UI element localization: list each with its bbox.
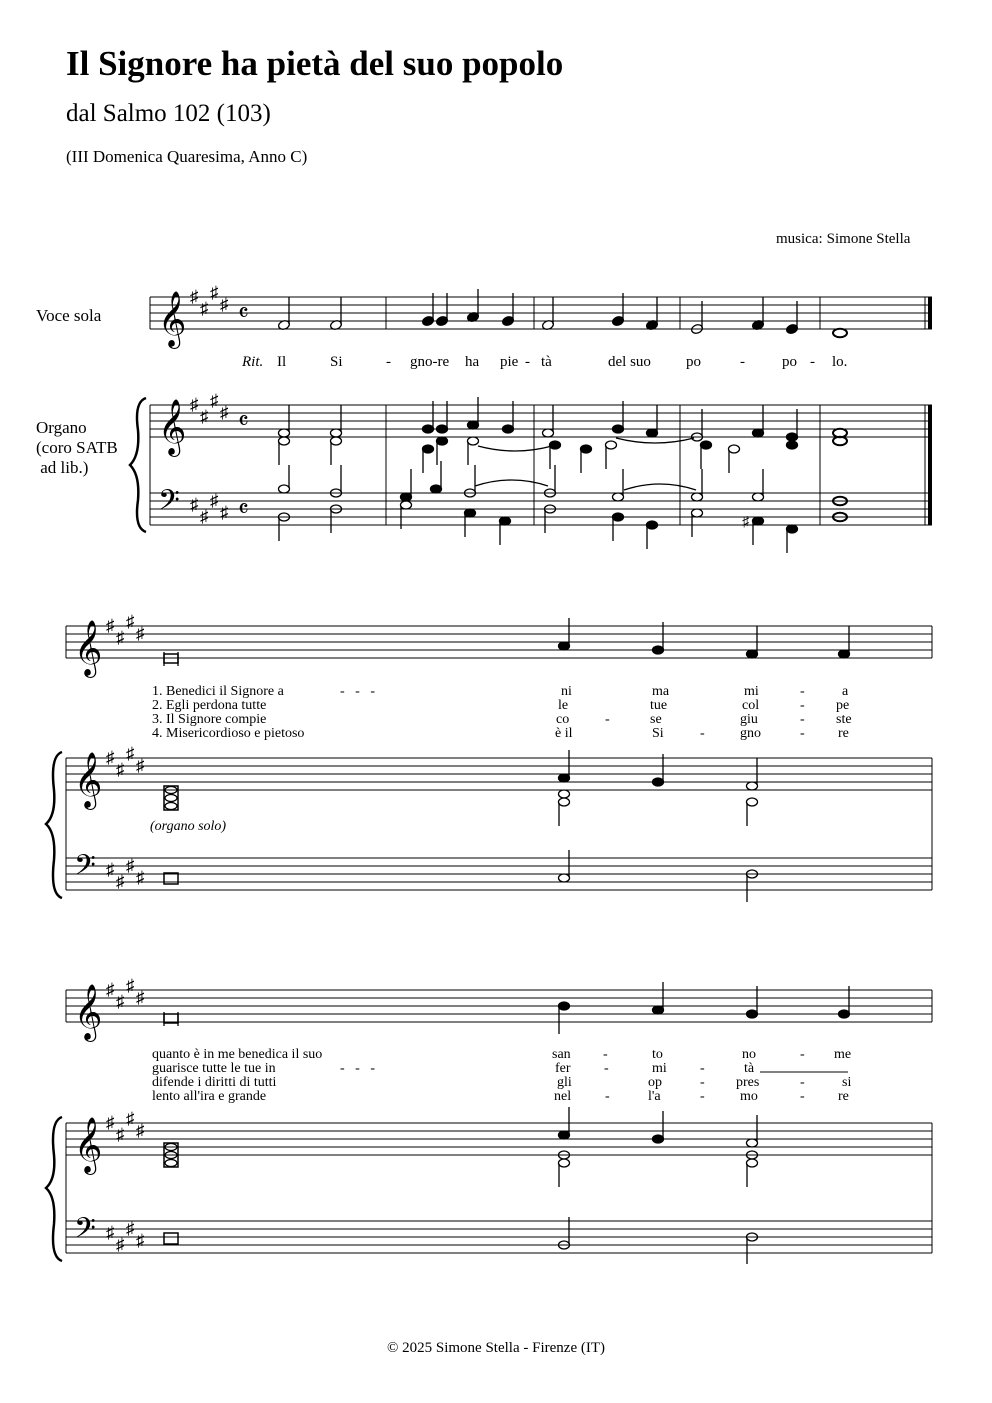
bass-clef-icon: 𝄢 (74, 851, 96, 888)
lyric-syllable: - (525, 354, 530, 370)
lyric-syllable: - (700, 1089, 705, 1104)
final-barline (928, 297, 932, 329)
lyric-syllable: - (605, 712, 610, 727)
svg-text:♯: ♯ (190, 395, 199, 414)
svg-text:♯: ♯ (200, 299, 209, 318)
lyric-syllable: - (800, 1047, 805, 1062)
organ-brace (46, 752, 62, 898)
copyright-footer: © 2025 Simone Stella - Firenze (IT) (386, 1340, 605, 1356)
lyric-syllable: gli (557, 1075, 572, 1090)
svg-text:♯: ♯ (106, 1223, 115, 1242)
svg-text:♯: ♯ (126, 856, 135, 875)
verse-lead: 4. Misericordioso e pietoso (152, 726, 305, 741)
lyric-syllable: se (650, 712, 662, 727)
svg-text:♯: ♯ (126, 1109, 135, 1128)
svg-text:♯: ♯ (116, 992, 125, 1011)
lyric-syllable: mi (652, 1061, 667, 1076)
piece-subtitle: dal Salmo 102 (103) (66, 100, 271, 127)
instrument-label-voice: Voce sola (36, 306, 102, 325)
lyric-syllable: - (800, 1075, 805, 1090)
lyric-syllable: - (604, 1061, 609, 1076)
system-3 (46, 990, 932, 1261)
lyric-syllable: pie (500, 354, 519, 370)
lyric-syllable: ni (561, 684, 572, 699)
svg-text:♯: ♯ (136, 756, 145, 775)
final-barline-organ (928, 405, 932, 525)
svg-text:♯: ♯ (136, 624, 145, 643)
lyric-syllable: è il (555, 726, 573, 741)
svg-text:♯: ♯ (190, 495, 199, 514)
lyric-syllable: mo (740, 1089, 758, 1104)
lyric-syllable: gno-re (410, 354, 450, 370)
lyric-syllable: pres (736, 1075, 760, 1090)
lyric-syllable: - (740, 354, 745, 370)
time-signatures (238, 301, 249, 523)
organ-rh-staff (150, 405, 932, 437)
lyric-syllable: to (652, 1047, 663, 1062)
svg-text:♯: ♯ (210, 283, 219, 302)
lyric-syllable: l'a (648, 1089, 661, 1104)
treble-clef-icon: 𝄞 (158, 401, 187, 454)
verse-lead: lento all'ira e grande (152, 1089, 267, 1104)
svg-text:♯: ♯ (116, 1235, 125, 1254)
svg-text:♯: ♯ (210, 391, 219, 410)
svg-text:♯: ♯ (116, 872, 125, 891)
lyric-syllable: tà (744, 1061, 755, 1076)
lyric-syllable: Si (330, 354, 343, 370)
lyric-syllable: nel (554, 1089, 572, 1104)
lyric-syllable: - (810, 354, 815, 370)
verse-lead: quanto è in me benedica il suo (152, 1047, 323, 1062)
verse-lyrics-2 (152, 1047, 851, 1104)
system-1 (130, 297, 932, 532)
organ-lh-notes-1 (279, 461, 848, 553)
verse-lead: 3. Il Signore compie (152, 712, 267, 727)
lyric-syllable: op (648, 1075, 662, 1090)
svg-text:♯: ♯ (220, 295, 229, 314)
time-sig-voice: 𝄴 (238, 301, 249, 327)
svg-text:♯: ♯ (190, 287, 199, 306)
system-2 (46, 626, 932, 898)
clefs-system-2 (74, 612, 145, 891)
lyric-syllable: Si (652, 726, 664, 741)
svg-text:♯: ♯ (136, 1121, 145, 1140)
piece-title: Il Signore ha pietà del suo popolo (66, 44, 564, 83)
lyric-syllable: - (800, 698, 805, 713)
lyric-syllable: san (552, 1047, 571, 1062)
composer-name: Simone Stella (826, 231, 911, 247)
lyric-syllable: - (700, 1075, 705, 1090)
barlines-1 (386, 297, 925, 525)
liturgical-occasion: (III Domenica Quaresima, Anno C) (66, 147, 308, 166)
treble-clef-icon: 𝄞 (74, 1119, 103, 1172)
lyric-syllable: - (800, 1089, 805, 1104)
lyric-syllable: me (834, 1047, 852, 1062)
svg-text:♯: ♯ (136, 868, 145, 887)
lyric-syllable: ste (836, 712, 852, 727)
treble-clef-icon: 𝄞 (74, 754, 103, 807)
lyric-syllable: a (842, 684, 849, 699)
lyric-syllable: - (800, 684, 805, 699)
lyric-syllable: mi (744, 684, 759, 699)
treble-clef-icon: 𝄞 (74, 622, 103, 675)
lyric-syllable: gno (740, 726, 761, 741)
lyric-syllable: del suo (608, 354, 651, 370)
lyric-syllable: tue (650, 698, 668, 713)
lyric-syllable: si (842, 1075, 852, 1090)
lyric-syllable: - (386, 354, 391, 370)
lyric-syllable: ma (652, 684, 670, 699)
lyric-syllable: re (838, 1089, 849, 1104)
refrain-marker: Rit. (242, 354, 264, 370)
time-sig-lh: 𝄴 (238, 497, 249, 523)
verse-dashes: - - - (340, 684, 375, 699)
bass-clef-icon: 𝄢 (74, 1214, 96, 1251)
verse-lyrics-1 (152, 684, 852, 741)
lyric-syllable: le (558, 698, 569, 713)
clefs-system-1 (158, 292, 186, 523)
lyric-syllable: no (742, 1047, 756, 1062)
time-sig-rh: 𝄴 (238, 409, 249, 435)
svg-text:♯: ♯ (106, 748, 115, 767)
verse-lead: guarisce tutte le tue in (152, 1061, 276, 1076)
lyric-syllable: giu (740, 712, 758, 727)
svg-text:♯: ♯ (106, 980, 115, 999)
lyric-syllable: - (605, 1089, 610, 1104)
lyric-syllable: Il (277, 354, 287, 370)
svg-text:♯: ♯ (116, 1125, 125, 1144)
instrument-label-organ: Organo (coro SATB ad lib.) (36, 418, 118, 477)
treble-clef-icon: 𝄞 (74, 986, 103, 1039)
verse-lead: difende i diritti di tutti (152, 1075, 277, 1090)
lyric-syllable: po (686, 354, 701, 370)
lyric-syllable: tà (541, 354, 552, 370)
lyric-syllable: co (556, 712, 570, 727)
lyric-syllable: - (700, 726, 705, 741)
lyric-syllable: re (838, 726, 849, 741)
svg-text:♯: ♯ (106, 860, 115, 879)
organ-brace (130, 398, 146, 532)
verse-lead: 2. Egli perdona tutte (152, 698, 267, 713)
svg-text:♯: ♯ (220, 403, 229, 422)
bass-clef-icon: 𝄢 (158, 486, 180, 523)
lyric-syllable: - (800, 712, 805, 727)
svg-text:♯: ♯ (126, 976, 135, 995)
clefs-system-3 (74, 976, 145, 1254)
lyric-syllable: ha (465, 354, 480, 370)
lyric-syllable: lo. (832, 354, 848, 370)
lyric-syllable: - (800, 726, 805, 741)
svg-text:♯: ♯ (126, 1219, 135, 1238)
voice-staff (150, 297, 932, 329)
lyric-syllable: - (700, 1061, 705, 1076)
svg-text:♯: ♯ (126, 744, 135, 763)
composer-label: musica: (776, 231, 823, 247)
svg-text:♯: ♯ (200, 407, 209, 426)
svg-text:♯: ♯ (126, 612, 135, 631)
lyric-syllable: pe (836, 698, 850, 713)
verse-lead: 1. Benedici il Signore a (152, 684, 284, 699)
svg-text:♯: ♯ (742, 515, 749, 530)
organ-brace (46, 1117, 62, 1261)
verse-dashes: - - - (340, 1061, 375, 1076)
svg-text:♯: ♯ (116, 628, 125, 647)
organ-rh-notes-1 (279, 397, 848, 473)
svg-text:♯: ♯ (220, 503, 229, 522)
svg-text:♯: ♯ (106, 1113, 115, 1132)
svg-text:♯: ♯ (106, 616, 115, 635)
treble-clef-icon: 𝄞 (158, 293, 187, 346)
notes-system-2 (164, 618, 850, 902)
lyric-syllable: col (742, 698, 760, 713)
svg-text:♯: ♯ (136, 1231, 145, 1250)
organ-lh-staff (150, 493, 932, 525)
svg-text:♯: ♯ (210, 491, 219, 510)
refrain-lyrics (241, 354, 847, 370)
svg-text:♯: ♯ (200, 507, 209, 526)
key-signatures-1 (190, 283, 229, 526)
lyric-syllable: po (782, 354, 797, 370)
svg-text:♯: ♯ (136, 988, 145, 1007)
organ-direction: (organo solo) (150, 819, 227, 834)
svg-text:♯: ♯ (116, 760, 125, 779)
lyric-syllable: - (603, 1047, 608, 1062)
lyric-syllable: fer (555, 1061, 571, 1076)
